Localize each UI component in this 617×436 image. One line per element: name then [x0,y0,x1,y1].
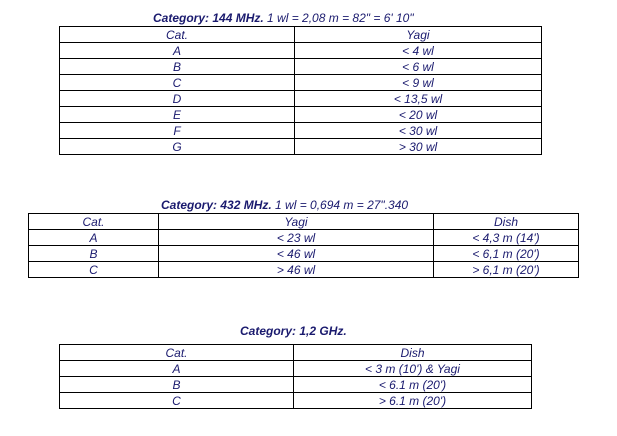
table-row [60,377,532,393]
table-row [60,107,542,123]
table-row [60,393,532,409]
cell-cat: B [60,59,295,75]
table-1-title-bold: Category: 144 MHz. [153,11,264,25]
cell-yagi: < 9 wl [295,75,542,91]
table-row [60,75,542,91]
cell-yagi: < 30 wl [295,123,542,139]
cell-yagi: < 23 wl [159,230,434,246]
cell-dish: < 6,1 m (20') [434,246,579,262]
table-header-row [60,345,532,361]
cell-cat: G [60,139,295,155]
header-dish: Dish [434,214,579,230]
cell-yagi: < 20 wl [295,107,542,123]
cell-cat: C [60,75,295,91]
table-144mhz [59,26,542,155]
header-yagi: Yagi [295,27,542,43]
table-2-title-rest: 1 wl = 0,694 m = 27".340 [271,198,409,212]
cell-cat: A [60,43,295,59]
cell-dish: > 6.1 m (20') [294,393,532,409]
table-row [29,230,579,246]
cell-yagi: < 4 wl [295,43,542,59]
cell-yagi: > 30 wl [295,139,542,155]
table-row [60,43,542,59]
cell-yagi: < 6 wl [295,59,542,75]
cell-dish: < 3 m (10') & Yagi [294,361,532,377]
header-cat: Cat. [60,345,294,361]
cell-yagi: < 13,5 wl [295,91,542,107]
table-row [60,139,542,155]
cell-dish: < 4,3 m (14') [434,230,579,246]
cell-cat: B [60,377,294,393]
header-cat: Cat. [29,214,159,230]
table-header-row [29,214,579,230]
table-header-row [60,27,542,43]
table-1-title [153,11,414,25]
table-3-title-bold: Category: 1,2 GHz. [240,324,347,338]
header-dish: Dish [294,345,532,361]
cell-yagi: < 46 wl [159,246,434,262]
table-row [60,123,542,139]
table-1-2ghz [59,344,532,409]
table-row [60,361,532,377]
cell-dish: < 6.1 m (20') [294,377,532,393]
cell-cat: A [29,230,159,246]
table-row [29,262,579,278]
table-2-title [161,198,408,212]
cell-cat: E [60,107,295,123]
cell-cat: C [60,393,294,409]
table-3-title [240,324,347,338]
cell-cat: B [29,246,159,262]
cell-cat: A [60,361,294,377]
table-row [60,91,542,107]
cell-dish: > 6,1 m (20') [434,262,579,278]
table-2-title-bold: Category: 432 MHz. [161,198,272,212]
table-1-title-rest: 1 wl = 2,08 m = 82" = 6' 10" [263,11,414,25]
header-yagi: Yagi [159,214,434,230]
table-row [29,246,579,262]
table-432mhz [28,213,579,278]
header-cat: Cat. [60,27,295,43]
cell-yagi: > 46 wl [159,262,434,278]
cell-cat: F [60,123,295,139]
table-row [60,59,542,75]
cell-cat: D [60,91,295,107]
cell-cat: C [29,262,159,278]
